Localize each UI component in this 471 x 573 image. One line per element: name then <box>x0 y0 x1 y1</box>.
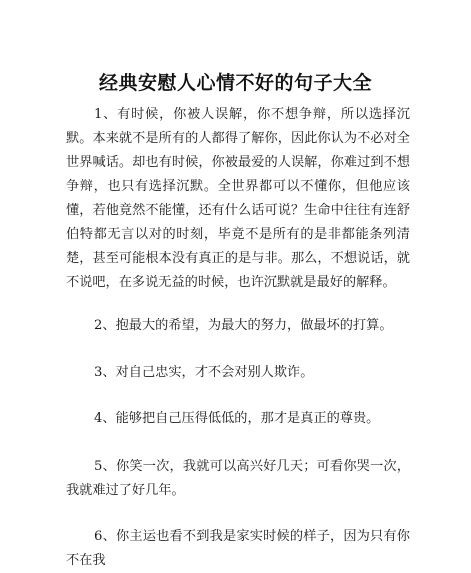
document-title: 经典安慰人心情不好的句子大全 <box>98 72 372 94</box>
paragraph-6: 6、你主运也看不到我是家实时候的样子，因为只有你不在我 <box>66 529 410 568</box>
paragraph-5: 5、你笑一次，我就可以高兴好几天；可看你哭一次，我就难过了好几年。 <box>66 459 410 498</box>
paragraph-1: 1、有时候，你被人误解，你不想争辩，所以选择沉默。本来就不是所有的人都得了解你，因此你认为不必对全世界喊话。却也有时候，你被最爱的人误解，你难过到不想争辩，也只有选择沉默。全世界都可以不懂你，但他应该懂，若他竟然不能懂，还有什么话可说？生命中往往有连舒伯特都无言以对的时刻，毕竟不是所有的是非都能条列清楚，甚至可能根本没有真正的是与非。那么，不想说话，就不说吧，在多说无益的时候，也许沉默就是最好的解释。 <box>66 107 410 290</box>
paragraph-3: 3、对自己忠实，才不会对别人欺诈。 <box>94 365 314 380</box>
paragraph-4: 4、能够把自己压得低低的，那才是真正的尊贵。 <box>94 411 380 426</box>
paragraph-2: 2、抱最大的希望，为最大的努力，做最坏的打算。 <box>94 318 393 333</box>
